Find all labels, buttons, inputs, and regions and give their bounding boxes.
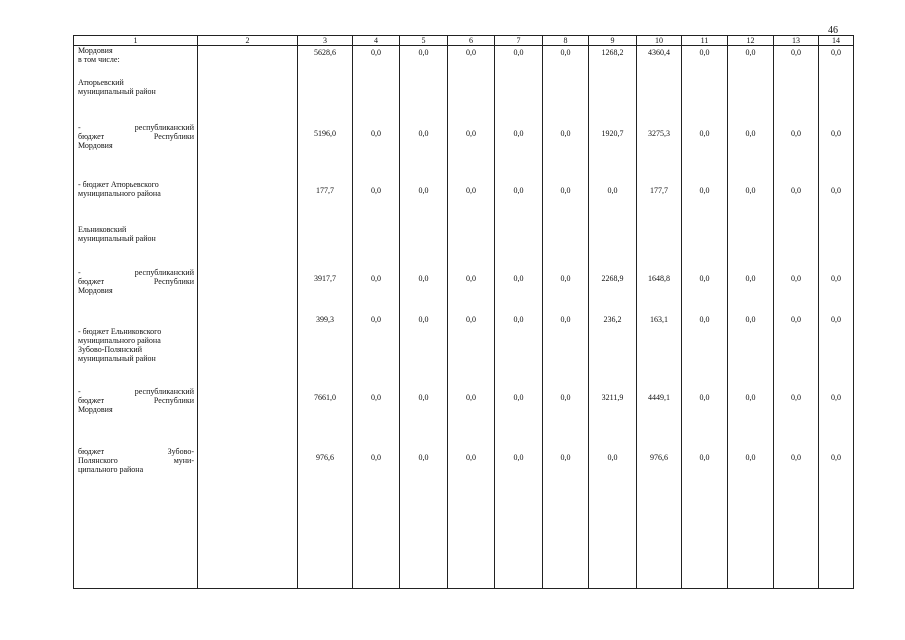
value-cell: 0,0 [682,180,728,225]
value-cell [448,225,495,268]
value-cell [400,225,448,268]
value-cell: 5628,6 [298,46,353,78]
value-cell [728,225,774,268]
row-name-cell [74,268,198,313]
value-cell: 3275,3 [637,123,682,180]
value-cell [448,78,495,123]
value-cell: 0,0 [819,447,854,509]
value-cell: 0,0 [448,46,495,78]
row-name-cell [74,387,198,447]
value-cell [819,327,854,387]
value-cell [682,225,728,268]
value-cell: 0,0 [543,123,589,180]
value-cell: 0,0 [543,268,589,313]
value-cell: 0,0 [543,447,589,509]
header-row [74,36,854,46]
row-name-line: бюджет Зубово- [78,446,194,456]
value-cell [400,327,448,387]
row-name-line: - бюджет Ельниковского [78,326,162,336]
column-2-cell [198,387,298,447]
value-cell: 0,0 [353,180,400,225]
value-cell: 4449,1 [637,387,682,447]
row-name-line: муниципального района [78,335,161,345]
row-name-line: муниципальный район [78,353,156,363]
value-cell: 0,0 [495,123,543,180]
row-name-line: бюджет Республики [78,276,194,286]
value-cell [589,509,637,589]
value-cell: 0,0 [400,313,448,327]
value-cell: 177,7 [298,180,353,225]
column-2-cell [198,46,298,78]
table-row [74,46,854,78]
column-2-cell [198,313,298,327]
table-row [74,78,854,123]
value-cell: 0,0 [819,313,854,327]
value-cell [543,78,589,123]
row-name-cell [74,78,198,123]
row-name-line: - республиканский [78,267,194,277]
column-2-cell [198,123,298,180]
value-cell: 0,0 [448,447,495,509]
value-cell: 0,0 [589,180,637,225]
value-cell: 0,0 [819,123,854,180]
value-cell: 4360,4 [637,46,682,78]
value-cell [353,225,400,268]
column-2-cell [198,78,298,123]
row-name-cell [74,509,198,589]
value-cell: 0,0 [819,268,854,313]
value-cell: 5196,0 [298,123,353,180]
row-name-line: Мордовия [78,140,113,150]
table-row [74,387,854,447]
row-name-line: - бюджет Атюрьевского [78,179,159,189]
column-header-2: 2 [198,36,298,46]
table-row [74,509,854,589]
value-cell [637,225,682,268]
row-name-cell [74,313,198,327]
row-name-line: Мордовия [78,404,113,414]
value-cell [400,509,448,589]
row-name-line: бюджет Республики [78,131,194,141]
value-cell: 0,0 [728,313,774,327]
value-cell: 0,0 [728,447,774,509]
column-2-cell [198,268,298,313]
value-cell: 0,0 [495,180,543,225]
value-cell: 0,0 [774,313,819,327]
row-name-cell [74,225,198,268]
value-cell [448,327,495,387]
value-cell [298,327,353,387]
column-header-10: 10 [637,36,682,46]
value-cell: 976,6 [637,447,682,509]
row-name-line: в том числе: [78,55,120,64]
row-name-cell [74,180,198,225]
row-name-line: Мордовия [78,46,113,55]
value-cell: 236,2 [589,313,637,327]
row-name-line: муниципальный район [78,233,156,243]
value-cell [637,509,682,589]
value-cell: 0,0 [774,123,819,180]
value-cell [353,327,400,387]
value-cell: 0,0 [728,268,774,313]
value-cell: 177,7 [637,180,682,225]
row-name-line: Полянского муни- [78,455,194,465]
row-name-cell [74,123,198,180]
value-cell [728,327,774,387]
row-name-line: - республиканский [78,386,194,396]
value-cell: 0,0 [495,313,543,327]
value-cell: 0,0 [353,387,400,447]
value-cell: 0,0 [448,123,495,180]
value-cell [637,78,682,123]
column-2-cell [198,225,298,268]
value-cell: 0,0 [353,268,400,313]
value-cell [543,327,589,387]
value-cell: 0,0 [495,387,543,447]
value-cell [774,327,819,387]
value-cell [298,225,353,268]
value-cell [819,509,854,589]
row-name-line: муниципальный район [78,86,156,96]
value-cell: 0,0 [543,46,589,78]
value-cell: 0,0 [400,447,448,509]
value-cell: 163,1 [637,313,682,327]
value-cell: 0,0 [400,46,448,78]
value-cell: 0,0 [682,123,728,180]
value-cell [495,78,543,123]
value-cell [495,327,543,387]
value-cell: 0,0 [400,268,448,313]
value-cell [682,78,728,123]
value-cell [298,509,353,589]
value-cell: 0,0 [543,387,589,447]
value-cell: 399,3 [298,313,353,327]
row-name-line: Ельниковский [78,224,127,234]
table-row [74,225,854,268]
value-cell: 0,0 [819,387,854,447]
page-number: 46 [828,25,838,36]
column-header-14: 14 [819,36,854,46]
column-header-8: 8 [543,36,589,46]
table-row [74,447,854,509]
value-cell: 0,0 [448,313,495,327]
value-cell [637,327,682,387]
column-header-7: 7 [495,36,543,46]
value-cell [543,225,589,268]
value-cell [589,225,637,268]
value-cell [728,509,774,589]
column-header-11: 11 [682,36,728,46]
table-row [74,268,854,313]
value-cell [448,509,495,589]
value-cell: 0,0 [682,313,728,327]
value-cell: 0,0 [774,387,819,447]
value-cell [298,78,353,123]
row-name-line: - республиканский [78,122,194,132]
value-cell: 1648,8 [637,268,682,313]
budget-table [73,35,854,589]
value-cell [589,78,637,123]
value-cell: 0,0 [448,268,495,313]
value-cell [495,509,543,589]
value-cell [400,78,448,123]
column-2-cell [198,180,298,225]
value-cell [774,78,819,123]
value-cell: 0,0 [495,447,543,509]
value-cell: 3211,9 [589,387,637,447]
value-cell: 0,0 [353,123,400,180]
value-cell: 0,0 [728,123,774,180]
value-cell: 0,0 [353,46,400,78]
value-cell: 0,0 [728,46,774,78]
value-cell: 0,0 [682,387,728,447]
row-name-cell [74,46,198,78]
value-cell: 0,0 [353,447,400,509]
value-cell: 3917,7 [298,268,353,313]
column-2-cell [198,509,298,589]
value-cell: 0,0 [400,123,448,180]
value-cell: 0,0 [448,180,495,225]
value-cell: 976,6 [298,447,353,509]
value-cell: 0,0 [774,46,819,78]
value-cell: 0,0 [543,180,589,225]
table-row [74,123,854,180]
value-cell: 0,0 [543,313,589,327]
row-name-line: Зубово-Полянский [78,344,142,354]
value-cell [728,78,774,123]
value-cell: 0,0 [682,447,728,509]
column-2-cell [198,447,298,509]
value-cell [819,225,854,268]
value-cell: 7661,0 [298,387,353,447]
column-header-12: 12 [728,36,774,46]
value-cell: 0,0 [400,387,448,447]
value-cell: 0,0 [819,180,854,225]
row-name-line: бюджет Республики [78,395,194,405]
value-cell: 0,0 [448,387,495,447]
value-cell [774,509,819,589]
value-cell: 0,0 [495,268,543,313]
value-cell: 0,0 [774,268,819,313]
row-name-cell [74,327,198,387]
value-cell [819,78,854,123]
table-row [74,313,854,327]
value-cell: 0,0 [819,46,854,78]
value-cell [543,509,589,589]
row-name-line: Мордовия [78,285,113,295]
table-row [74,180,854,225]
column-2-cell [198,327,298,387]
value-cell [682,509,728,589]
table-row [74,327,854,387]
value-cell: 0,0 [728,180,774,225]
value-cell: 0,0 [682,46,728,78]
row-name-line: муниципального района [78,188,161,198]
value-cell: 0,0 [495,46,543,78]
value-cell [774,225,819,268]
value-cell: 0,0 [400,180,448,225]
value-cell [353,509,400,589]
column-header-9: 9 [589,36,637,46]
row-name-line: Атюрьевский [78,77,124,87]
value-cell: 1920,7 [589,123,637,180]
value-cell: 0,0 [774,180,819,225]
value-cell: 0,0 [682,268,728,313]
column-header-6: 6 [448,36,495,46]
column-header-1: 1 [74,36,198,46]
value-cell: 0,0 [589,447,637,509]
value-cell [682,327,728,387]
column-header-4: 4 [353,36,400,46]
value-cell [589,327,637,387]
row-name-cell [74,447,198,509]
column-header-3: 3 [298,36,353,46]
column-header-5: 5 [400,36,448,46]
value-cell: 1268,2 [589,46,637,78]
value-cell: 2268,9 [589,268,637,313]
value-cell: 0,0 [728,387,774,447]
value-cell [353,78,400,123]
row-name-line: ципального района [78,464,144,474]
column-header-13: 13 [774,36,819,46]
value-cell: 0,0 [353,313,400,327]
value-cell [495,225,543,268]
value-cell: 0,0 [774,447,819,509]
